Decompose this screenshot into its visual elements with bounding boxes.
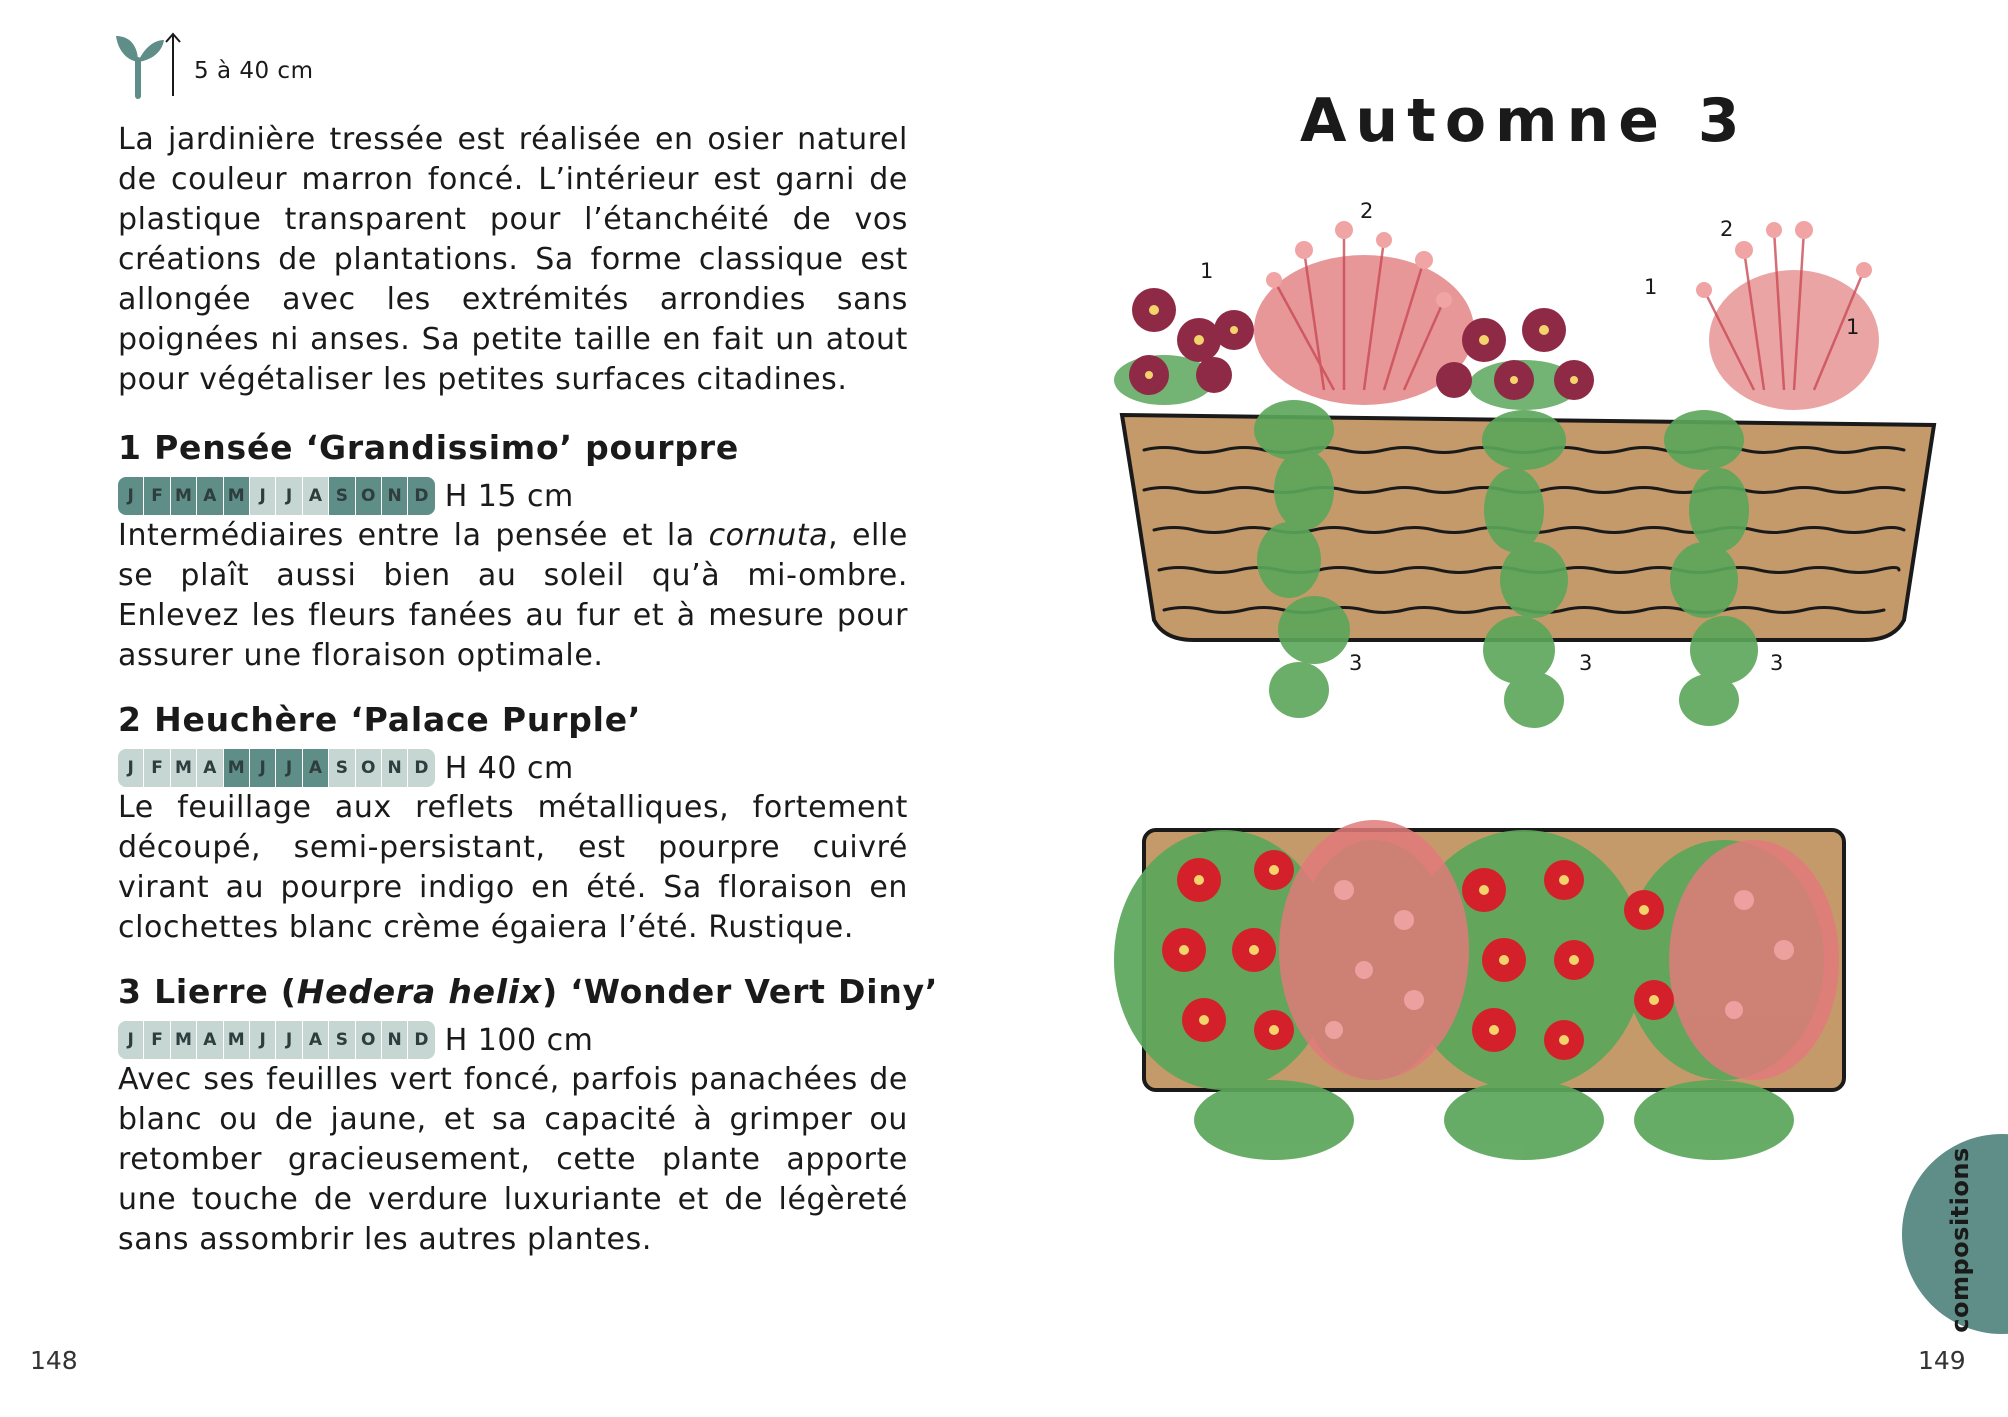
calendar-month: M xyxy=(171,749,197,787)
calendar-month: A xyxy=(197,1021,223,1059)
height-range: 5 à 40 cm xyxy=(194,58,314,84)
plant-height: H 40 cm xyxy=(444,750,574,786)
calendar-month: A xyxy=(197,749,223,787)
callout-label: 1 xyxy=(1846,315,1860,339)
side-view-illustration xyxy=(1104,190,1944,750)
calendar-month: N xyxy=(382,1021,408,1059)
calendar-month: M xyxy=(171,477,197,515)
calendar-month: D xyxy=(408,749,434,787)
calendar-month: J xyxy=(250,749,276,787)
calendar-month: J xyxy=(276,749,302,787)
calendar-month: A xyxy=(303,749,329,787)
calendar-month: A xyxy=(303,1021,329,1059)
top-view-illustration xyxy=(1104,800,1904,1180)
callout-label: 2 xyxy=(1360,199,1374,223)
callout-label: 3 xyxy=(1579,651,1593,675)
calendar-month: J xyxy=(118,477,144,515)
section-tab-label: compositions xyxy=(1946,1147,1974,1333)
callout-label: 2 xyxy=(1720,217,1734,241)
plant-2-heading: 2 Heuchère ‘Palace Purple’ xyxy=(118,700,642,739)
calendar-month: J xyxy=(118,1021,144,1059)
calendar-month: O xyxy=(356,477,382,515)
flowering-calendar xyxy=(118,1021,435,1059)
plant-2-calendar-row xyxy=(118,748,574,788)
flowering-calendar xyxy=(118,749,435,787)
calendar-month: S xyxy=(329,477,355,515)
right-page xyxy=(1004,0,2008,1417)
calendar-month: D xyxy=(408,477,434,515)
calendar-month: J xyxy=(250,1021,276,1059)
page-number-right: 149 xyxy=(1918,1346,1966,1375)
callout-label: 3 xyxy=(1770,651,1784,675)
height-arrow-icon xyxy=(166,34,180,96)
calendar-month: F xyxy=(144,477,170,515)
plant-3-calendar-row xyxy=(118,1020,593,1060)
calendar-month: N xyxy=(382,749,408,787)
calendar-month: F xyxy=(144,1021,170,1059)
calendar-month: J xyxy=(118,749,144,787)
calendar-month: O xyxy=(356,1021,382,1059)
callout-label: 3 xyxy=(1349,651,1363,675)
calendar-month: J xyxy=(276,477,302,515)
calendar-month: S xyxy=(329,1021,355,1059)
plant-3-description: Avec ses feuilles vert foncé, parfois panachées de blanc ou de jaune, et sa capacité à grimper ou retomber gracieusement, cette plante apporte une touche de verdure luxuriante et de légèreté sans assombrir les autres plantes. xyxy=(118,1062,908,1257)
calendar-month: J xyxy=(250,477,276,515)
calendar-month: S xyxy=(329,749,355,787)
calendar-month: M xyxy=(224,1021,250,1059)
height-badge xyxy=(116,30,356,100)
plant-height: H 15 cm xyxy=(444,478,574,514)
calendar-month: A xyxy=(197,477,223,515)
plant-3-heading: 3 Lierre (Hedera helix) ‘Wonder Vert Diny’ xyxy=(118,972,939,1011)
sprout-icon xyxy=(116,30,196,100)
callout-label: 1 xyxy=(1200,259,1214,283)
plant-1-calendar-row xyxy=(118,476,574,516)
plant-2-description: Le feuillage aux reflets métalliques, fortement découpé, semi-persistant, est pourpre cuivré virant au pourpre indigo en été. Sa floraison en clochettes blanc crème égaiera l’été. Rustique. xyxy=(118,790,908,945)
calendar-month: N xyxy=(382,477,408,515)
callout-label: 1 xyxy=(1644,275,1658,299)
plant-1-heading: 1 Pensée ‘Grandissimo’ pourpre xyxy=(118,428,740,467)
calendar-month: F xyxy=(144,749,170,787)
calendar-month: M xyxy=(224,477,250,515)
calendar-month: O xyxy=(356,749,382,787)
intro-paragraph: La jardinière tressée est réalisée en osier naturel de couleur marron foncé. L’intérieur est garni de plastique transparent pour l’étanchéité de vos créations de plantations. Sa forme classique est allongée avec les extrémités arrondies sans poignées ni anses. Sa petite taille en fait un atout pour végétaliser les petites surfaces citadines. xyxy=(118,122,908,397)
plant-height: H 100 cm xyxy=(444,1022,594,1058)
flowering-calendar xyxy=(118,477,435,515)
page-number-left: 148 xyxy=(30,1346,78,1375)
plant-1-description: Intermédiaires entre la pensée et la cornuta, elle se plaît aussi bien au soleil qu’à mi-ombre. Enlevez les fleurs fanées au fur et à mesure pour assurer une floraison optimale. xyxy=(118,518,908,673)
calendar-month: M xyxy=(171,1021,197,1059)
calendar-month: A xyxy=(303,477,329,515)
page-title: Automne 3 xyxy=(1300,86,1749,156)
calendar-month: J xyxy=(276,1021,302,1059)
calendar-month: M xyxy=(224,749,250,787)
calendar-month: D xyxy=(408,1021,434,1059)
